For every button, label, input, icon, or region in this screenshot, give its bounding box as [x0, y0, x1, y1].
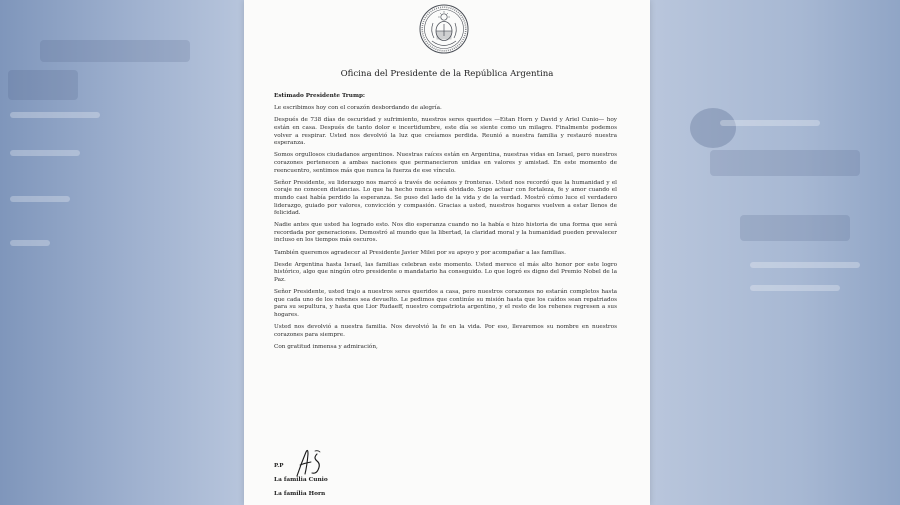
blurred-line [10, 150, 80, 156]
blurred-line [10, 240, 50, 246]
blurred-line [750, 262, 860, 268]
handwritten-signature [291, 446, 327, 480]
paragraph: Desde Argentina hasta Israel, las familias celebran este momento. Usted merece el más alto honor por este logro histórico, algo que ningún otro presidente o mandatario ha conseguido. Lo que logró es digno del Premio Nobel de la Paz. [274, 261, 617, 284]
paragraph: Después de 738 días de oscuridad y sufrimiento, nuestros seres queridos —Eitan Horn y David y Ariel Cunio— hoy están en casa. Después de tanto dolor e incertidumbre, este día se siente como un milagro. Finalmente podemos volver a respirar. Usted nos devolvió la luz que creíamos perdida. Reunió a nuestra familia y restauró nuestra esperanza. [274, 117, 617, 147]
blurred-line [10, 196, 70, 202]
paragraph: También queremos agradecer al Presidente Javier Milei por su apoyo y por acompañar a las familias. [274, 249, 566, 256]
background-left-blurred [0, 0, 244, 505]
paragraph: Nadie antes que usted ha logrado esto. Nos dio esperanza cuando no la había e hizo historia de una forma que será recordada por generaciones. Demostró al mundo que la libertad, la claridad moral y la humanidad pueden prevalecer incluso en los tiempos más oscuros. [274, 222, 617, 244]
background-right-blurred [650, 0, 900, 505]
blurred-panel [740, 215, 850, 241]
blurred-panel [8, 70, 78, 100]
letter-body [274, 93, 617, 356]
signatory-horn: La familia Horn [274, 491, 326, 497]
greeting: Estimado Presidente Trump: [274, 93, 366, 99]
office-title: Oficina del Presidente de la República Argentina [340, 69, 554, 79]
blurred-panel [40, 40, 190, 62]
paragraph: Señor Presidente, su liderazgo nos marcó a través de océanos y fronteras. Usted nos recordó que la humanidad y el coraje no conocen distancias. Lo que ha hecho nunca será olvidado. Supo actuar con fortaleza, fe y amor cuando el mundo casi había perdido la esperanza. Se puso del lado de la vida y de la verdad. Mostró cómo luce el verdadero liderazgo, guiado por valores, convicción y compasión. Gracias a usted, nuestros hogares vuelven a estar llenos de felicidad. [274, 179, 617, 217]
closing: Con gratitud inmensa y admiración, [274, 343, 378, 350]
blurred-panel [710, 150, 860, 176]
blurred-line [750, 285, 840, 291]
pp-label: P.P [274, 463, 284, 469]
blurred-avatar [690, 108, 736, 148]
paragraph: Le escribimos hoy con el corazón desbordando de alegría. [274, 105, 442, 112]
blurred-line [10, 112, 100, 118]
letter-page [244, 0, 650, 505]
paragraph: Somos orgullosos ciudadanos argentinos. Nuestras raíces están en Argentina, nuestras vidas en Israel, pero nuestros corazones pertenecen a ambas naciones que permanecieron unidas en valores y amistad. En este momento de reencuentro, sentimos más que nunca la fuerza de ese vínculo. [274, 152, 617, 174]
paragraph: Usted nos devolvió a nuestra familia. Nos devolvió la fe en la vida. Por eso, llevaremos su nombre en nuestros corazones para siempre. [274, 324, 617, 338]
signatory-cunio: La familia Cunio [274, 477, 328, 483]
presidential-seal-icon [416, 3, 472, 55]
paragraph: Señor Presidente, usted trajo a nuestros seres queridos a casa, pero nuestros corazones no estarán completos hasta que cada uno de los rehenes sea devuelto. Le pedimos que continúe su misión hasta que los caídos sean repatriados para su sepultura, y hasta que Lior Rudaeff, nuestro compatriota argentino, y el resto de los rehenes regresen a sus hogares. [274, 289, 617, 318]
blurred-line [720, 120, 820, 126]
